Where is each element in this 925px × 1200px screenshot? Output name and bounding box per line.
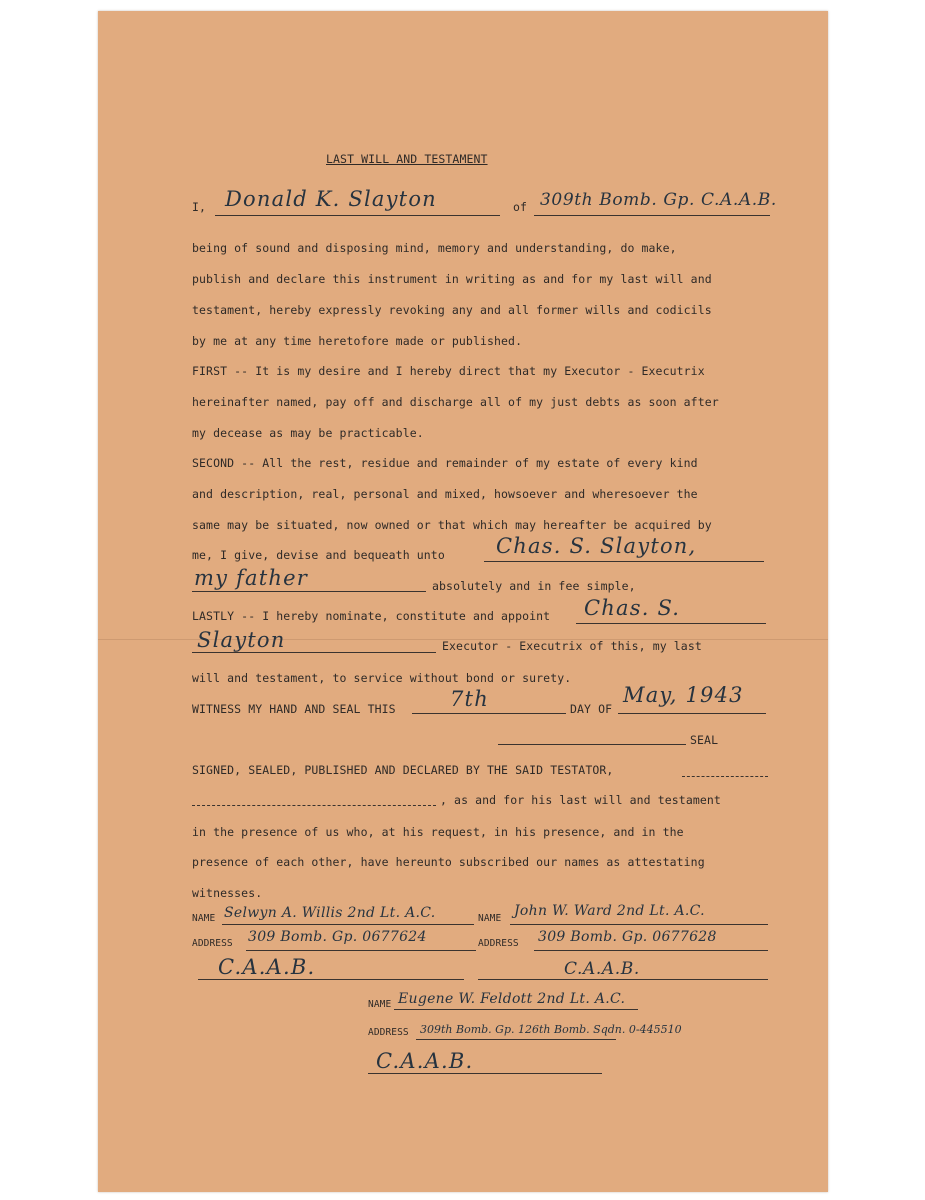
paragraph-line: and description, real, personal and mixed, howsoever and wheresoever the [192,487,698,501]
paragraph-line: being of sound and disposing mind, memory and understanding, do make, [192,241,677,255]
attestation-line: , as and for his last will and testament [440,793,721,807]
witness-hand-text: WITNESS MY HAND AND SEAL THIS [192,702,396,716]
witness3-address-handwritten: 309th Bomb. Gp. 126th Bomb. Sqdn. 0-445510 [420,1023,682,1036]
witness3-address-label: ADDRESS [368,1027,409,1038]
executor-name-handwritten: Chas. S. [584,596,681,620]
witness1-address-label: ADDRESS [192,938,233,949]
day-handwritten: 7th [450,687,489,711]
testator-name-handwritten: Donald K. Slayton [225,187,437,211]
executor-suffix: Executor - Executrix of this, my last [442,639,702,653]
paragraph-line: my decease as may be practicable. [192,426,424,440]
witness2-address2-handwritten: C.A.A.B. [564,959,640,979]
witness1-name-signature: Selwyn A. Willis 2nd Lt. A.C. [224,905,436,921]
executor-surname-handwritten: Slayton [197,628,286,652]
testator-unit-handwritten: 309th Bomb. Gp. C.A.A.B. [540,190,777,210]
witness3-name-signature: Eugene W. Feldott 2nd Lt. A.C. [398,991,626,1007]
witness1-address-handwritten: 309 Bomb. Gp. 0677624 [248,929,427,945]
seal-label: SEAL [690,733,719,747]
witness1-name-label: NAME [192,913,216,924]
witness2-name-signature: John W. Ward 2nd Lt. A.C. [514,903,705,919]
attestation-line: witnesses. [192,886,263,900]
bequest-text: me, I give, devise and bequeath unto [192,548,445,562]
witness3-name-label: NAME [368,999,392,1010]
will-document [98,11,828,1192]
witness3-address2-handwritten: C.A.A.B. [376,1049,474,1073]
paragraph-line: publish and declare this instrument in writing as and for my last will and [192,272,712,286]
beneficiary-name-handwritten: Chas. S. Slayton, [496,534,697,558]
paragraph-line: hereinafter named, pay off and discharge all of my just debts as soon after [192,395,719,409]
paragraph-line: by me at any time heretofore made or published. [192,334,523,348]
attestation-line: presence of each other, have hereunto subscribed our names as attestating [192,855,705,869]
paragraph-line: SECOND -- All the rest, residue and remainder of my estate of every kind [192,456,698,470]
witness2-address-handwritten: 309 Bomb. Gp. 0677628 [538,929,717,945]
executor-line3: will and testament, to service without bond or surety. [192,671,572,685]
witness1-address2-handwritten: C.A.A.B. [218,955,316,979]
witness2-address-label: ADDRESS [478,938,519,949]
document-title: LAST WILL AND TESTAMENT [326,152,488,166]
intro-prefix: I, [192,200,207,214]
date-handwritten: May, 1943 [623,683,744,707]
witness2-name-label: NAME [478,913,502,924]
of-word: of [513,200,528,214]
paragraph-line: same may be situated, now owned or that which may hereafter be acquired by [192,518,712,532]
beneficiary-relation-handwritten: my father [194,566,308,590]
attestation-line: in the presence of us who, at his request, in his presence, and in the [192,825,684,839]
paragraph-line: testament, hereby expressly revoking any and all former wills and codicils [192,303,712,317]
paragraph-line: FIRST -- It is my desire and I hereby direct that my Executor - Executrix [192,364,705,378]
day-of-label: DAY OF [570,702,613,716]
bequest-suffix: absolutely and in fee simple, [432,579,636,593]
executor-text: LASTLY -- I hereby nominate, constitute and appoint [192,609,551,623]
attestation-line: SIGNED, SEALED, PUBLISHED AND DECLARED BY THE SAID TESTATOR, [192,763,614,777]
